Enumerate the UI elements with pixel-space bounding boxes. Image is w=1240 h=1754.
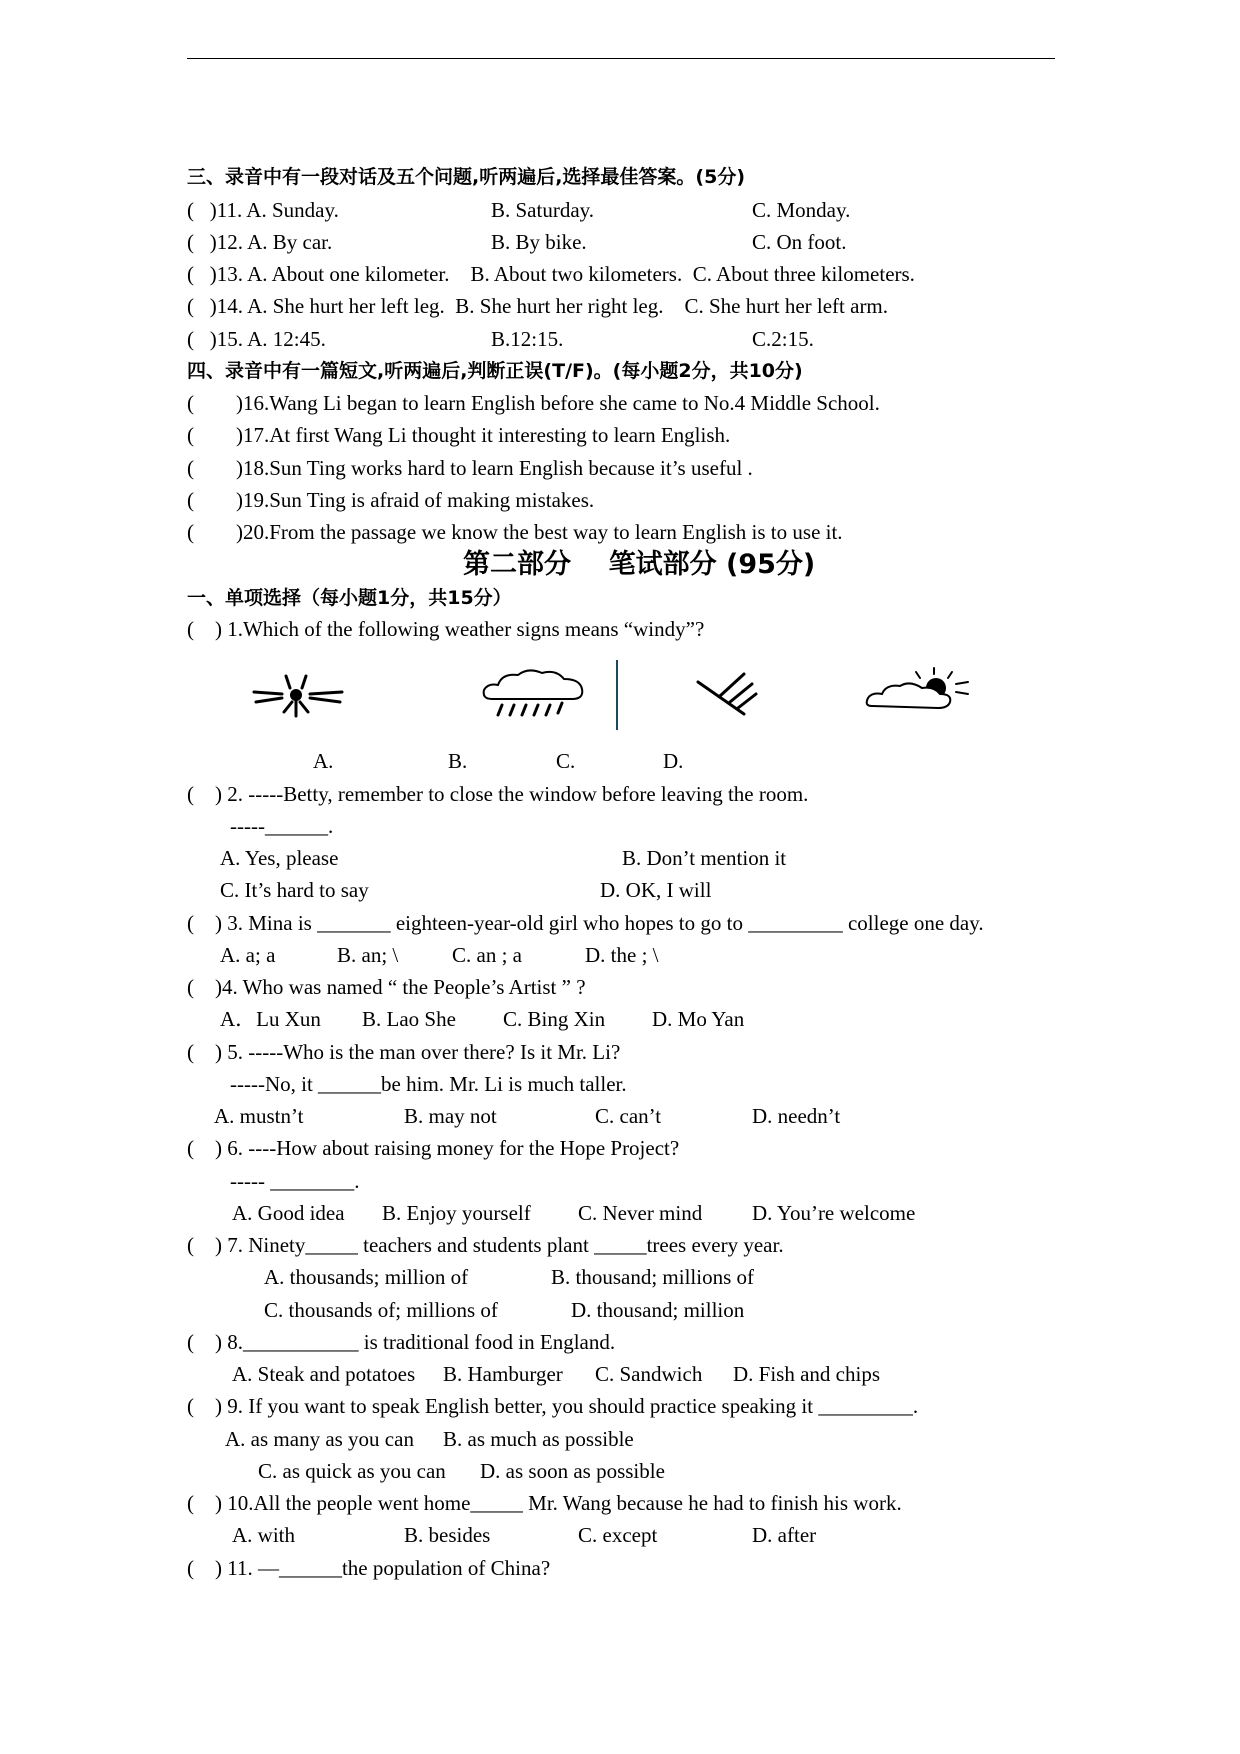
q6-option-d: D. You’re welcome	[752, 1201, 916, 1225]
section4-heading: 四、录音中有一篇短文,听两遍后,判断正误(T/F)。(每小题2分，共10分)	[187, 360, 803, 382]
q10-stem: ( ) 10.All the people went home_____ Mr. Wang because he had to finish his work.	[187, 1491, 902, 1515]
q9-option-a: A. as many as you can	[225, 1427, 414, 1451]
q2-option-a: A. Yes, please	[220, 846, 339, 870]
divider-line	[616, 660, 618, 730]
q8-option-c: C. Sandwich	[595, 1362, 703, 1386]
part2-title: 第二部分 笔试部分 (95分)	[463, 549, 816, 580]
q3-stem: ( ) 3. Mina is _______ eighteen-year-old girl who hopes to go to _________ college one day.	[187, 911, 984, 935]
q15-option-c: C.2:15.	[752, 327, 814, 351]
q2-option-c: C. It’s hard to say	[220, 878, 369, 902]
q1-label-d: D.	[663, 749, 684, 773]
q15-line: ( )15. A. 12:45.	[187, 327, 326, 351]
wind-icon	[692, 668, 762, 720]
q8-option-b: B. Hamburger	[443, 1362, 563, 1386]
q7-option-b: B. thousand; millions of	[551, 1265, 755, 1289]
q10-option-b: B. besides	[404, 1523, 491, 1547]
q4-option-b: B. Lao She	[362, 1007, 456, 1031]
q3-option-c: C. an ; a	[452, 943, 522, 967]
q6-option-b: B. Enjoy yourself	[382, 1201, 531, 1225]
header-rule	[187, 58, 1055, 59]
q6-stem: ( ) 6. ----How about raising money for the Hope Project?	[187, 1136, 680, 1160]
q3-option-a: A. a; a	[220, 943, 276, 967]
q5-option-a: A. mustn’t	[214, 1104, 304, 1128]
q8-option-d: D. Fish and chips	[733, 1362, 880, 1386]
q5-stem: ( ) 5. -----Who is the man over there? Is it Mr. Li?	[187, 1040, 621, 1064]
q4-stem: ( )4. Who was named “ the People’s Artist ” ?	[187, 975, 586, 999]
q1-label-b: B.	[448, 749, 468, 773]
q5-option-c: C. can’t	[595, 1104, 662, 1128]
q3-option-d: D. the ; \	[585, 943, 659, 967]
q7-option-a: A. thousands; million of	[264, 1265, 469, 1289]
q1-stem: ( ) 1.Which of the following weather signs means “windy”?	[187, 617, 705, 641]
q6-reply: ----- ________.	[230, 1169, 360, 1193]
q9-option-c: C. as quick as you can	[258, 1459, 446, 1483]
q12-line: ( )12. A. By car.	[187, 230, 333, 254]
q2-reply: -----______.	[230, 814, 334, 838]
q4-option-d: D. Mo Yan	[652, 1007, 745, 1031]
partly-cloudy-icon	[864, 666, 974, 716]
rain-cloud-icon	[478, 665, 588, 725]
q9-option-d: D. as soon as possible	[480, 1459, 665, 1483]
q13-line: ( )13. A. About one kilometer. B. About two kilometers. C. About three kilometers.	[187, 262, 915, 286]
q5-option-d: D. needn’t	[752, 1104, 841, 1128]
section3-heading: 三、录音中有一段对话及五个问题,听两遍后,选择最佳答案。(5分)	[187, 166, 746, 188]
q12-option-c: C. On foot.	[752, 230, 847, 254]
tf-item-17: ( )17.At first Wang Li thought it interesting to learn English.	[187, 423, 731, 447]
q2-option-d: D. OK, I will	[600, 878, 712, 902]
tf-item-20: ( )20.From the passage we know the best way to learn English is to use it.	[187, 520, 843, 544]
q9-stem: ( ) 9. If you want to speak English better, you should practice speaking it _________.	[187, 1394, 919, 1418]
q1-label-c: C.	[556, 749, 576, 773]
q11-stem: ( ) 11. —______the population of China?	[187, 1556, 551, 1580]
q5-option-b: B. may not	[404, 1104, 497, 1128]
q3-option-b: B. an; \	[337, 943, 399, 967]
q2-stem: ( ) 2. -----Betty, remember to close the window before leaving the room.	[187, 782, 809, 806]
q2-option-b: B. Don’t mention it	[622, 846, 787, 870]
q8-stem: ( ) 8.___________ is traditional food in England.	[187, 1330, 616, 1354]
q7-option-d: D. thousand; million	[571, 1298, 745, 1322]
q6-option-a: A. Good idea	[232, 1201, 345, 1225]
q11-option-b: B. Saturday.	[491, 198, 595, 222]
q10-option-c: C. except	[578, 1523, 658, 1547]
q4-option-c: C. Bing Xin	[503, 1007, 606, 1031]
tf-item-18: ( )18.Sun Ting works hard to learn English because it’s useful .	[187, 456, 753, 480]
q7-stem: ( ) 7. Ninety_____ teachers and students plant _____trees every year.	[187, 1233, 784, 1257]
q7-option-c: C. thousands of; millions of	[264, 1298, 498, 1322]
q6-option-c: C. Never mind	[578, 1201, 703, 1225]
q11-line: ( )11. A. Sunday.	[187, 198, 339, 222]
q10-option-a: A. with	[232, 1523, 295, 1547]
sunny-icon	[248, 668, 348, 720]
tf-item-16: ( )16.Wang Li began to learn English before she came to No.4 Middle School.	[187, 391, 880, 415]
q11-option-c: C. Monday.	[752, 198, 851, 222]
q9-option-b: B. as much as possible	[443, 1427, 634, 1451]
q5-reply: -----No, it ______be him. Mr. Li is much taller.	[230, 1072, 627, 1096]
q14-line: ( )14. A. She hurt her left leg. B. She hurt her right leg. C. She hurt her left arm.	[187, 294, 889, 318]
part2-section1-heading: 一、单项选择（每小题1分，共15分）	[187, 587, 512, 609]
q12-option-b: B. By bike.	[491, 230, 587, 254]
q8-option-a: A. Steak and potatoes	[232, 1362, 416, 1386]
q4-option-a: A．Lu Xun	[220, 1007, 321, 1031]
q15-option-b: B.12:15.	[491, 327, 564, 351]
q1-label-a: A.	[313, 749, 334, 773]
tf-item-19: ( )19.Sun Ting is afraid of making mistakes.	[187, 488, 595, 512]
q10-option-d: D. after	[752, 1523, 817, 1547]
